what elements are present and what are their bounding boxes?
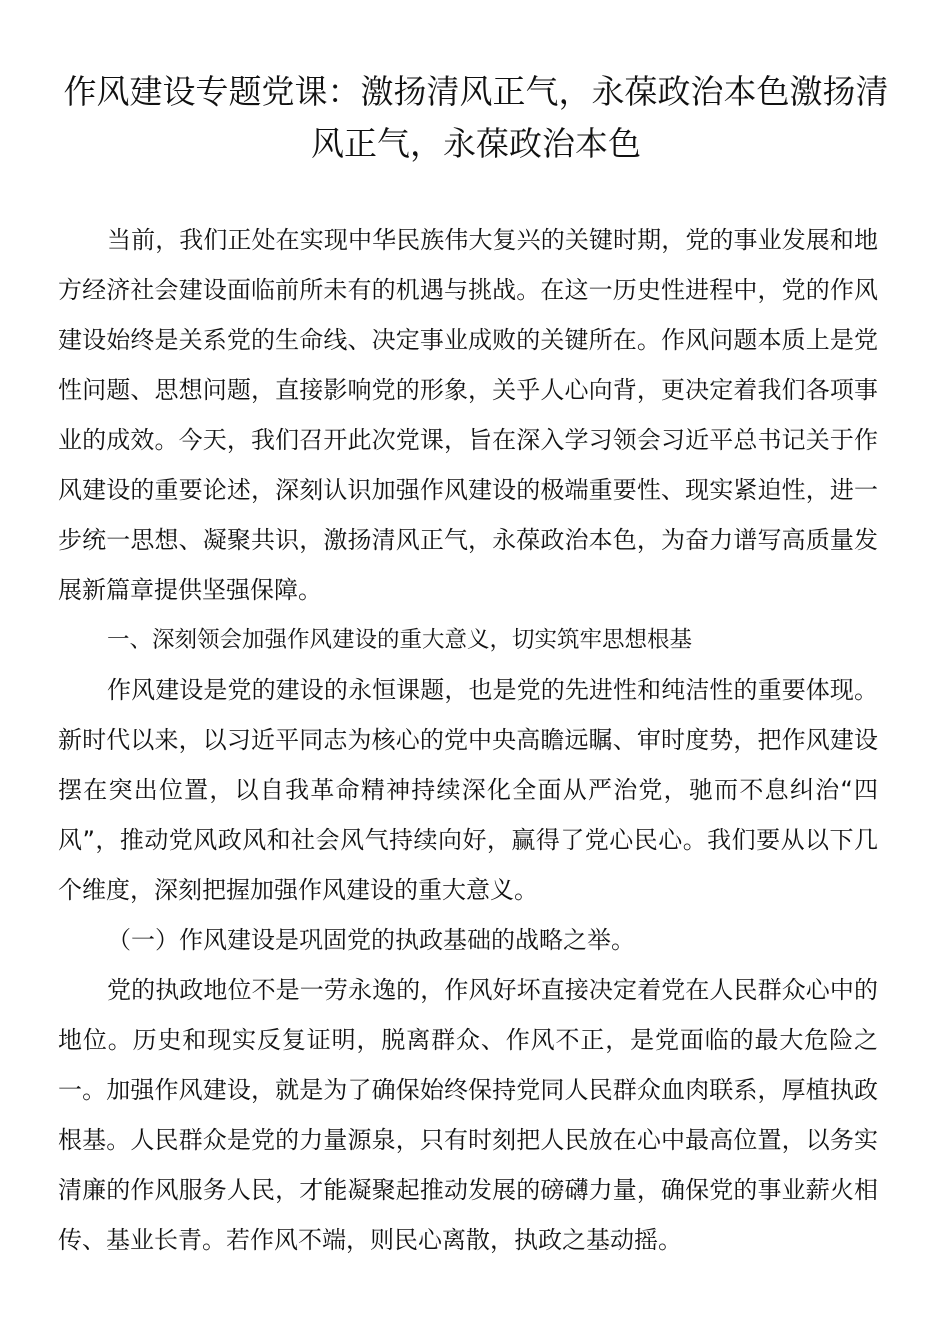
document-body (58, 215, 878, 1265)
subsection-1-paragraph: 党的执政地位不是一劳永逸的，作风好坏直接决定着党在人民群众心中的地位。历史和现实反复证明，脱离群众、作风不正，是党面临的最大危险之一。加强作风建设，就是为了确保始终保持党同人民群众血肉联系，厚植执政根基。人民群众是党的力量源泉，只有时刻把人民放在心中最高位置，以务实清廉的作风服务人民，才能凝聚起推动发展的磅礴力量，确保党的事业薪火相传、基业长青。若作风不端，则民心离散，执政之基动摇。 (58, 976, 878, 1254)
section-1-paragraph: 作风建设是党的建设的永恒课题，也是党的先进性和纯洁性的重要体现。新时代以来，以习近平同志为核心的党中央高瞻远瞩、审时度势，把作风建设摆在突出位置，以自我革命精神持续深化全面从严治党，驰而不息纠治“四风”，推动党风政风和社会风气持续向好，赢得了党心民心。我们要从以下几个维度，深刻把握加强作风建设的重大意义。 (58, 676, 878, 904)
document-title: 作风建设专题党课：激扬清风正气，永葆政治本色激扬清风正气，永葆政治本色 (63, 72, 889, 163)
intro-paragraph: 当前，我们正处在实现中华民族伟大复兴的关键时期，党的事业发展和地方经济社会建设面临前所未有的机遇与挑战。在这一历史性进程中，党的作风建设始终是关系党的生命线、决定事业成败的关键所在。作风问题本质上是党性问题、思想问题，直接影响党的形象，关乎人心向背，更决定着我们各项事业的成效。今天，我们召开此次党课，旨在深入学习领会习近平总书记关于作风建设的重要论述，深刻认识加强作风建设的极端重要性、现实紧迫性，进一步统一思想、凝聚共识，激扬清风正气，永葆政治本色，为奋力谱写高质量发展新篇章提供坚强保障。 (58, 226, 878, 604)
subsection-heading-1: （一）作风建设是巩固党的执政基础的战略之举。 (107, 926, 635, 954)
section-heading-1: 一、深刻领会加强作风建设的重大意义，切实筑牢思想根基 (107, 627, 693, 653)
